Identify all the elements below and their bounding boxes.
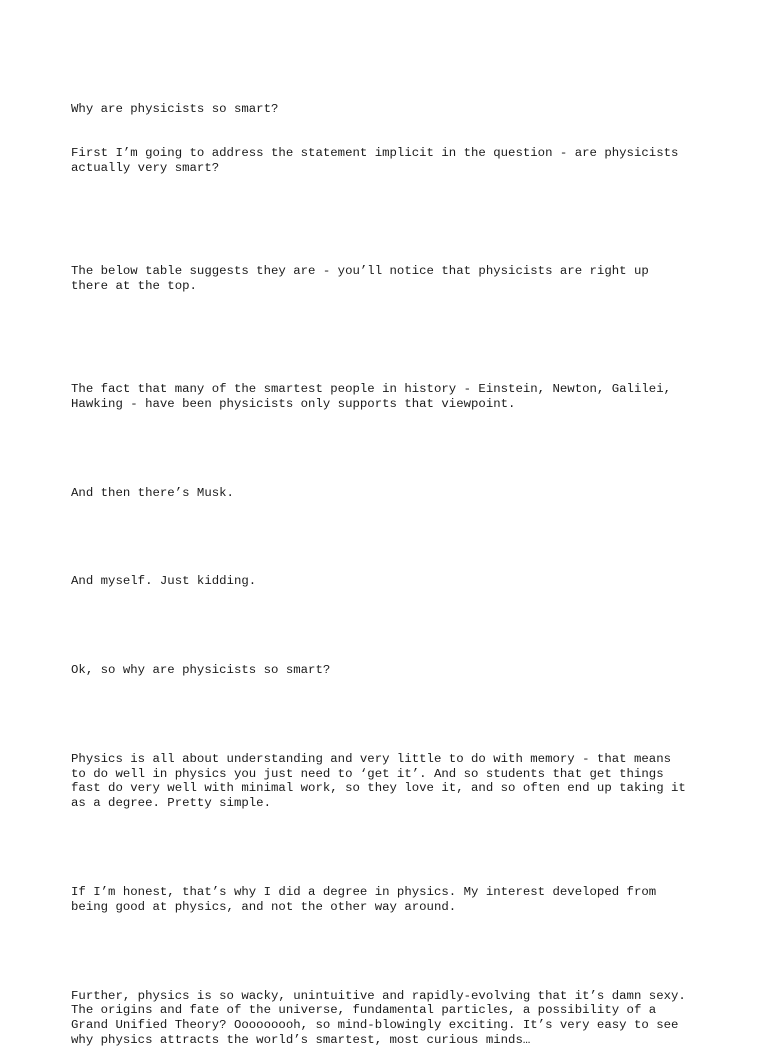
spacer bbox=[71, 707, 711, 722]
spacer bbox=[71, 530, 711, 545]
spacer bbox=[71, 944, 711, 959]
paragraph-myself: And myself. Just kidding. bbox=[71, 574, 257, 589]
spacer bbox=[71, 205, 711, 234]
paragraph-question: Ok, so why are physicists so smart? bbox=[71, 663, 331, 678]
paragraph-wacky: Further, physics is so wacky, unintuitive and rapidly-evolving that it’s damn sexy. The origins and fate of the universe, fundamental particles, a possibility of a Grand Unified Theory? Ooooooooh, so mind-blowingly exciting. It’s very easy to see why physics attracts the world’s smartest, most curious minds… bbox=[71, 988, 686, 1047]
document-body bbox=[71, 72, 711, 1063]
spacer bbox=[71, 441, 711, 456]
spacer bbox=[71, 323, 711, 352]
spacer bbox=[71, 619, 711, 634]
paragraph-intro: First I’m going to address the statement implicit in the question - are physicists actually very smart? bbox=[71, 145, 679, 175]
paragraph-understanding: Physics is all about understanding and very little to do with memory - that means to do well in physics you just need to ‘get it’. And so students that get things fast do very well with minimal work, so they love it, and so often end up taking it as a degree. Pretty simple. bbox=[71, 751, 686, 811]
paragraph-musk: And then there’s Musk. bbox=[71, 485, 234, 500]
paragraph-smartest-people: The fact that many of the smartest people in history - Einstein, Newton, Galilei, Hawking - have been physicists only supports that viewpoint. bbox=[71, 381, 672, 411]
paragraph-table-reference: The below table suggests they are - you’ll notice that physicists are right up there at the top. bbox=[71, 263, 649, 293]
document-title: Why are physicists so smart? bbox=[71, 101, 279, 116]
paragraph-honest: If I’m honest, that’s why I did a degree in physics. My interest developed from being good at physics, and not the other way around. bbox=[71, 885, 657, 914]
spacer bbox=[71, 841, 711, 856]
